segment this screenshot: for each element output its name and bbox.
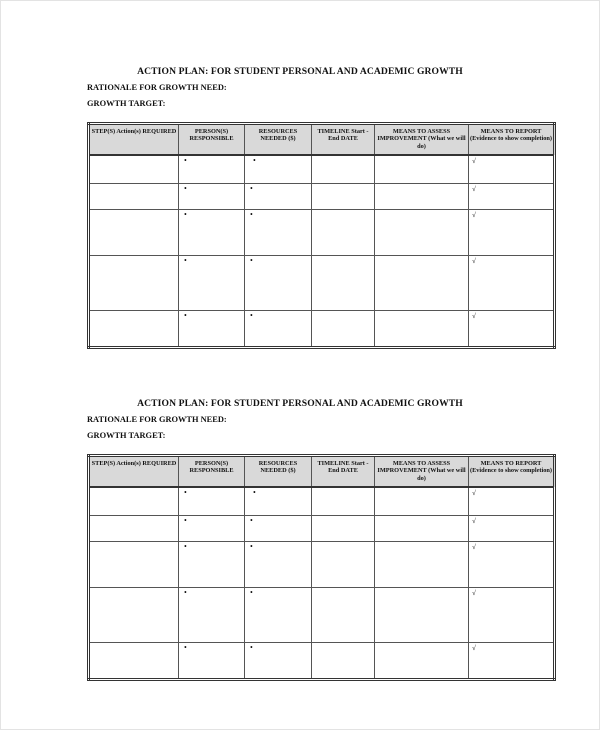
resources-cell[interactable] — [245, 155, 312, 183]
assess-cell[interactable] — [375, 642, 469, 679]
assess-cell[interactable] — [375, 487, 469, 515]
resources-cell[interactable] — [245, 515, 312, 541]
steps-cell[interactable] — [89, 515, 179, 541]
resources-cell[interactable] — [245, 642, 312, 679]
table-header-row — [89, 456, 555, 488]
persons-cell[interactable] — [179, 642, 245, 679]
report-cell[interactable] — [469, 541, 555, 587]
bullet-icon: • — [184, 156, 187, 165]
rationale-label: RATIONALE FOR GROWTH NEED: — [87, 83, 227, 92]
timeline-cell[interactable] — [312, 587, 375, 642]
table-row — [89, 310, 555, 347]
header-persons: PERSON(S) RESPONSIBLE — [179, 124, 245, 156]
timeline-cell[interactable] — [312, 310, 375, 347]
resources-cell[interactable] — [245, 209, 312, 255]
resources-cell[interactable] — [245, 587, 312, 642]
bullet-icon: • — [250, 541, 253, 551]
table-row — [89, 541, 555, 587]
persons-cell[interactable] — [179, 155, 245, 183]
steps-cell[interactable] — [89, 255, 179, 310]
bullet-icon: • — [250, 587, 253, 597]
persons-cell[interactable] — [179, 515, 245, 541]
bullet-icon: • — [184, 183, 187, 193]
table-row — [89, 487, 555, 515]
assess-cell[interactable] — [375, 183, 469, 209]
table-row — [89, 183, 555, 209]
bullet-icon: • — [184, 515, 187, 525]
checkmark-icon: √ — [472, 489, 476, 497]
header-resources: RESOURCES NEEDED ($) — [245, 456, 312, 488]
section-title: ACTION PLAN: FOR STUDENT PERSONAL AND ACADEMIC GROWTH — [137, 66, 463, 77]
bullet-icon: • — [250, 255, 253, 265]
bullet-icon: • — [250, 183, 253, 193]
persons-cell[interactable] — [179, 587, 245, 642]
bullet-icon: • — [184, 541, 187, 551]
steps-cell[interactable] — [89, 541, 179, 587]
header-steps: STEP(S) Action(s) REQUIRED — [89, 124, 179, 156]
steps-cell[interactable] — [89, 155, 179, 183]
resources-cell[interactable] — [245, 541, 312, 587]
bullet-icon: • — [250, 209, 253, 219]
steps-cell[interactable] — [89, 310, 179, 347]
persons-cell[interactable] — [179, 487, 245, 515]
assess-cell[interactable] — [375, 155, 469, 183]
timeline-cell[interactable] — [312, 209, 375, 255]
table-row — [89, 642, 555, 679]
persons-cell[interactable] — [179, 255, 245, 310]
steps-cell[interactable] — [89, 183, 179, 209]
bullet-icon: • — [184, 255, 187, 265]
header-timeline: TIMELINE Start - End DATE — [312, 456, 375, 488]
action-plan-table — [87, 454, 556, 681]
header-means-assess: MEANS TO ASSESS IMPROVEMENT (What we will do) — [375, 456, 469, 488]
growth-target-label: GROWTH TARGET: — [87, 99, 166, 108]
table-row — [89, 515, 555, 541]
assess-cell[interactable] — [375, 310, 469, 347]
report-cell[interactable] — [469, 515, 555, 541]
persons-cell[interactable] — [179, 310, 245, 347]
checkmark-icon: √ — [472, 256, 476, 265]
checkmark-icon: √ — [472, 542, 476, 551]
checkmark-icon: √ — [472, 210, 476, 219]
table-row — [89, 155, 555, 183]
table-row — [89, 587, 555, 642]
report-cell[interactable] — [469, 209, 555, 255]
assess-cell[interactable] — [375, 587, 469, 642]
assess-cell[interactable] — [375, 541, 469, 587]
resources-cell[interactable] — [245, 255, 312, 310]
timeline-cell[interactable] — [312, 155, 375, 183]
persons-cell[interactable] — [179, 209, 245, 255]
resources-cell[interactable] — [245, 310, 312, 347]
header-means-report: MEANS TO REPORT (Evidence to show completion) — [469, 124, 555, 156]
bullet-icon: • — [250, 642, 253, 652]
rationale-label: RATIONALE FOR GROWTH NEED: — [87, 415, 227, 424]
bullet-icon: • — [184, 310, 187, 320]
report-cell[interactable] — [469, 255, 555, 310]
persons-cell[interactable] — [179, 541, 245, 587]
table-row — [89, 209, 555, 255]
header-means-report: MEANS TO REPORT (Evidence to show completion) — [469, 456, 555, 488]
persons-cell[interactable] — [179, 183, 245, 209]
report-cell[interactable] — [469, 183, 555, 209]
steps-cell[interactable] — [89, 487, 179, 515]
report-cell[interactable] — [469, 587, 555, 642]
assess-cell[interactable] — [375, 255, 469, 310]
report-cell[interactable] — [469, 310, 555, 347]
resources-cell[interactable] — [245, 183, 312, 209]
bullet-icon: • — [250, 310, 253, 320]
growth-target-label: GROWTH TARGET: — [87, 431, 166, 440]
checkmark-icon: √ — [472, 157, 476, 165]
header-timeline: TIMELINE Start - End DATE — [312, 124, 375, 156]
steps-cell[interactable] — [89, 642, 179, 679]
checkmark-icon: √ — [472, 184, 476, 193]
bullet-icon: • — [253, 488, 256, 497]
header-means-assess: MEANS TO ASSESS IMPROVEMENT (What we will do) — [375, 124, 469, 156]
bullet-icon: • — [250, 515, 253, 525]
bullet-icon: • — [184, 642, 187, 652]
checkmark-icon: √ — [472, 311, 476, 320]
checkmark-icon: √ — [472, 588, 476, 597]
report-cell[interactable] — [469, 155, 555, 183]
section-title: ACTION PLAN: FOR STUDENT PERSONAL AND ACADEMIC GROWTH — [137, 398, 463, 409]
report-cell[interactable] — [469, 642, 555, 679]
timeline-cell[interactable] — [312, 255, 375, 310]
steps-cell[interactable] — [89, 587, 179, 642]
report-cell[interactable] — [469, 487, 555, 515]
bullet-icon: • — [253, 156, 256, 165]
bullet-icon: • — [184, 587, 187, 597]
checkmark-icon: √ — [472, 643, 476, 652]
header-persons: PERSON(S) RESPONSIBLE — [179, 456, 245, 488]
checkmark-icon: √ — [472, 516, 476, 525]
bullet-icon: • — [184, 488, 187, 497]
resources-cell[interactable] — [245, 487, 312, 515]
timeline-cell[interactable] — [312, 642, 375, 679]
table-header-row — [89, 124, 555, 156]
timeline-cell[interactable] — [312, 183, 375, 209]
assess-cell[interactable] — [375, 209, 469, 255]
timeline-cell[interactable] — [312, 541, 375, 587]
assess-cell[interactable] — [375, 515, 469, 541]
action-plan-table — [87, 122, 556, 349]
timeline-cell[interactable] — [312, 487, 375, 515]
bullet-icon: • — [184, 209, 187, 219]
header-steps: STEP(S) Action(s) REQUIRED — [89, 456, 179, 488]
header-resources: RESOURCES NEEDED ($) — [245, 124, 312, 156]
table-row — [89, 255, 555, 310]
steps-cell[interactable] — [89, 209, 179, 255]
timeline-cell[interactable] — [312, 515, 375, 541]
